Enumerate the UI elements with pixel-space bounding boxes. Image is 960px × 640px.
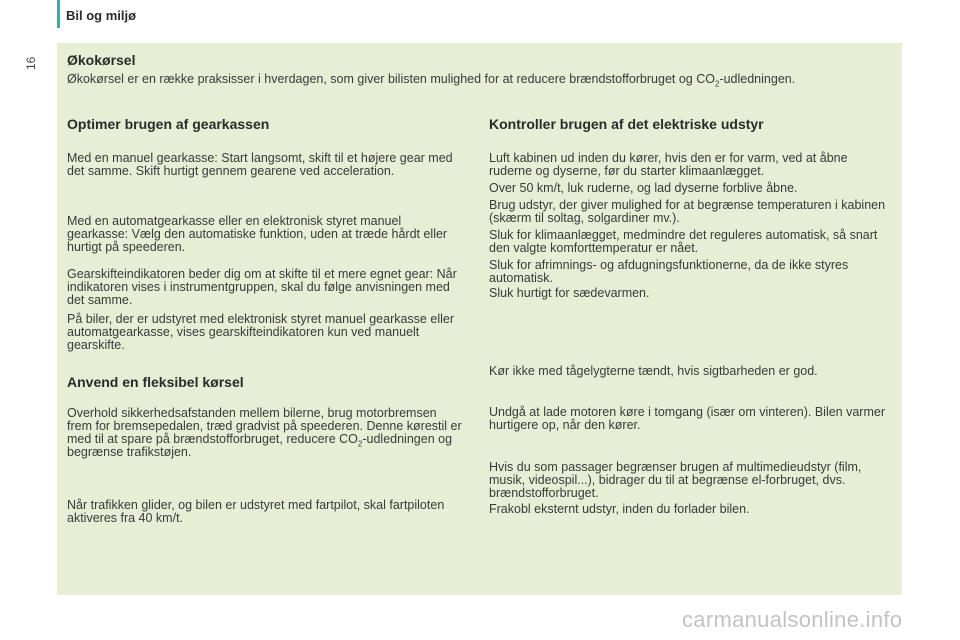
- intro-paragraph: [67, 72, 892, 89]
- paragraph-multimedia: Hvis du som passager begrænser brugen af multimedieudstyr (film, musik, videospil...), bidrager du til at begrænse el-forbruget, dvs. brændstofforbruget.: [489, 460, 862, 500]
- paragraph-unplug-equipment: Frakobl eksternt udstyr, inden du forlader bilen.: [489, 502, 750, 516]
- paragraph-idling: Undgå at lade motoren køre i tomgang (især om vinteren). Bilen varmer hurtigere op, når den kører.: [489, 405, 885, 432]
- paragraph-air-conditioning-off: Sluk for klimaanlægget, medmindre det reguleres automatisk, så snart den valgte komforttemperatur er nået.: [489, 228, 878, 255]
- intro-text-pre: Økokørsel er en række praksisser i hverdagen, som giver bilisten mulighed for at reducere brændstofforbruget og CO: [67, 72, 715, 86]
- heading-flexible-driving: Anvend en fleksibel kørsel: [67, 374, 244, 390]
- intro-text-post: -udledningen.: [719, 72, 796, 86]
- safe-distance-subscript: 2: [357, 439, 363, 449]
- page-number: 16: [24, 56, 38, 70]
- paragraph-automatic-gearbox: Med en automatgearkasse eller en elektronisk styret manuel gearkasse: Vælg den automatiske funktion, uden at træde hårdt eller hurtigt på speederen.: [67, 214, 448, 254]
- paragraph-defrost-off: Sluk for afrimnings- og afdugningsfunktionerne, da de ikke styres automatisk.: [489, 258, 849, 285]
- header-accent-bar: [57, 0, 60, 28]
- paragraph-gearshift-indicator: Gearskifteindikatoren beder dig om at skifte til et mere egnet gear: Når indikatoren vises i instrumentgruppen, skal du følge anvisningen med det samme.: [67, 267, 457, 307]
- paragraph-manual-gearbox: Med en manuel gearkasse: Start langsomt, skift til et højere gear med det samme. Skift hurtigt gennem gearene ved acceleration.: [67, 151, 453, 178]
- safe-distance-text-pre: Overhold sikkerhedsafstanden mellem bilerne, brug motorbremsen frem for bremsepedalen, træd gradvist på speederen. Denne kørestil er med til at spare på brændstofforbruget, reducere CO: [67, 406, 462, 446]
- intro-subscript: 2: [714, 79, 720, 89]
- watermark: carmanualsonline.info: [682, 607, 903, 632]
- paragraph-windows-over-50: Over 50 km/t, luk ruderne, og lad dyserne forblive åbne.: [489, 181, 798, 195]
- safe-distance-text-post: -udledningen og begrænse trafikstøjen.: [67, 432, 453, 459]
- section-title: Bil og miljø: [66, 8, 137, 23]
- paragraph-ventilate-cabin: Luft kabinen ud inden du kører, hvis den er for varm, ved at åbne ruderne og dyserne, før du starter klimaanlægget.: [489, 151, 848, 178]
- eco-driving-panel: [57, 43, 902, 595]
- paragraph-cruise-control: Når trafikken glider, og bilen er udstyret med fartpilot, skal fartpiloten aktiveres fra 40 km/t.: [67, 498, 445, 525]
- heading-electrical-equipment: Kontroller brugen af det elektriske udstyr: [489, 116, 764, 132]
- paragraph-limit-temperature: Brug udstyr, der giver mulighed for at begrænse temperaturen i kabinen (skærm til soltag, solgardiner mv.).: [489, 198, 886, 225]
- paragraph-seat-heating-off: Sluk hurtigt for sædevarmen.: [489, 286, 650, 300]
- heading-gearbox: Optimer brugen af gearkassen: [67, 116, 270, 132]
- paragraph-safe-distance: [67, 407, 462, 459]
- panel-title: Økokørsel: [67, 52, 136, 68]
- paragraph-fog-lights: Kør ikke med tågelygterne tændt, hvis sigtbarheden er god.: [489, 364, 818, 378]
- paragraph-indicator-manual-only: På biler, der er udstyret med elektronisk styret manuel gearkasse eller automatgearkasse, vises gearskifteindikatoren kun ved manuelt gearskifte.: [67, 312, 454, 352]
